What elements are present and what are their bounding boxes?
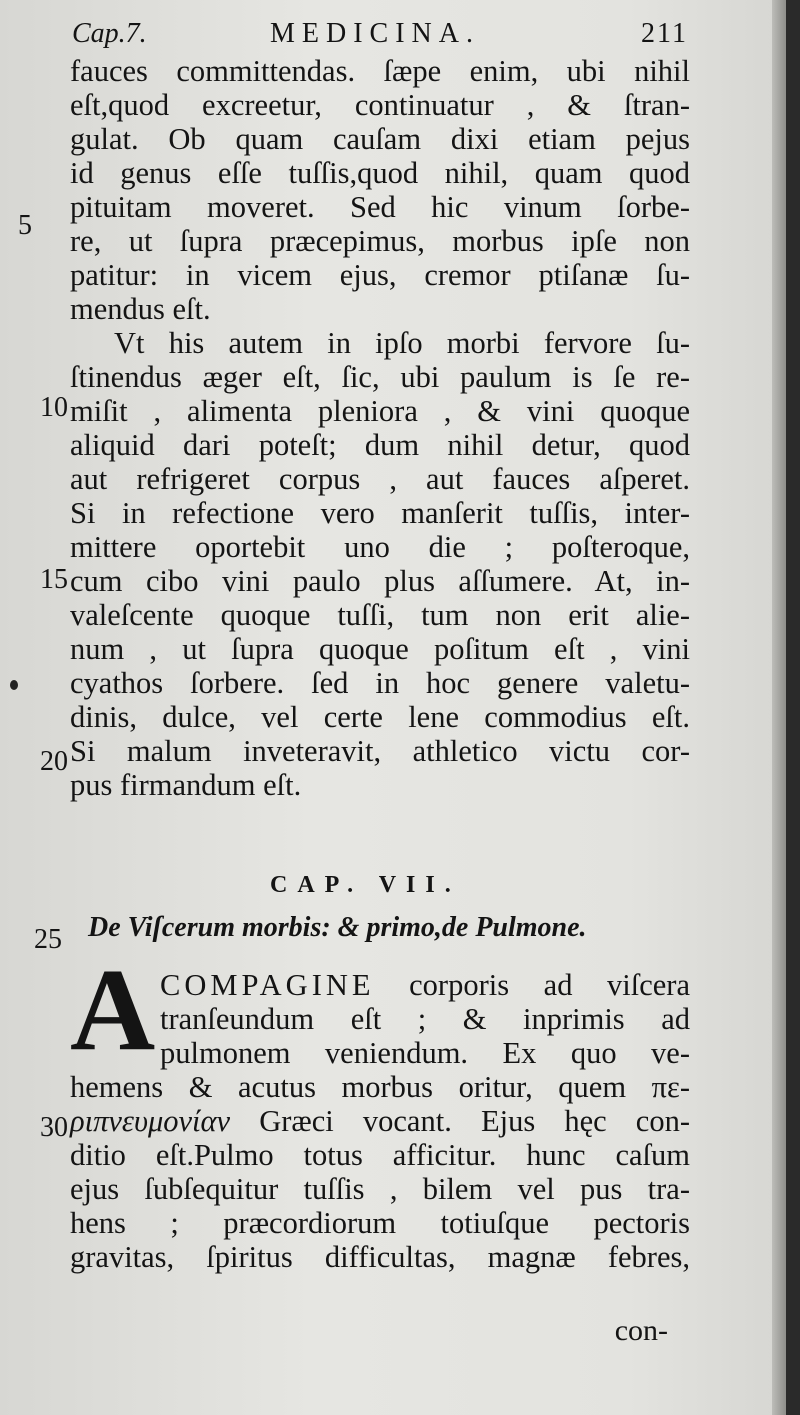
text-line: Si malum inveteravit, athletico victu cor- xyxy=(70,734,690,768)
drop-cap: A xyxy=(70,944,156,1075)
greek-word: ριπνευμονίαν xyxy=(70,1104,231,1138)
chapter-text-block xyxy=(70,1070,690,1274)
text-line xyxy=(70,1104,690,1138)
running-title: Cap.7. xyxy=(72,18,147,49)
text-line: ejus ſubſequitur tuſſis , bilem vel pus tra- xyxy=(70,1172,690,1206)
text-line: mendus eſt. xyxy=(70,292,211,326)
page-edge xyxy=(772,0,786,1415)
text-line: pulmonem veniendum. Ex quo ve- xyxy=(160,1036,690,1070)
text-line: ditio eſt.Pulmo totus afficitur. hunc caſum xyxy=(70,1138,690,1172)
chapter-title: De Viſcerum morbis: & primo,de Pulmone. xyxy=(88,912,587,943)
text-line: hemens & acutus morbus oritur, quem πε- xyxy=(70,1070,690,1104)
catchword: con- xyxy=(614,1314,668,1347)
margin-line-number: 25 xyxy=(34,924,62,955)
text-line: mittere oportebit uno die ; poſteroque, xyxy=(70,530,690,564)
margin-line-number: 5 xyxy=(18,210,32,241)
text-segment: Græci vocant. Ejus hęc con- xyxy=(230,1104,690,1138)
text-line: gulat. Ob quam cauſam dixi etiam pejus xyxy=(70,122,690,156)
text-line: dinis, dulce, vel certe lene commodius eſt. xyxy=(70,700,690,734)
text-line: aut refrigeret corpus , aut fauces aſperet. xyxy=(70,462,690,496)
chapter-heading: CAP. VII. xyxy=(270,872,461,898)
text-line: cum cibo vini paulo plus aſſumere. At, in- xyxy=(70,564,690,598)
text-line: id genus eſſe tuſſis,quod nihil, quam quod xyxy=(70,156,690,190)
page-number: 211 xyxy=(641,18,688,49)
text-line: Vt his autem in ipſo morbi fervore ſu- xyxy=(114,326,690,360)
text-line: re, ut ſupra præcepimus, morbus ipſe non xyxy=(70,224,690,258)
text-segment: corporis ad viſcera xyxy=(374,968,690,1002)
text-line: fauces committendas. ſæpe enim, ubi nihil xyxy=(70,54,690,88)
small-caps-word: COMPAGINE xyxy=(160,968,375,1002)
text-line: miſit , alimenta pleniora , & vini quoque xyxy=(70,394,690,428)
text-line: hens ; præcordiorum totiuſque pectoris xyxy=(70,1206,690,1240)
text-line: eſt,quod excreetur, continuatur , & ſtran- xyxy=(70,88,690,122)
text-line: gravitas, ſpiritus difficultas, magnæ febres, xyxy=(70,1240,690,1274)
text-line: aliquid dari poteſt; dum nihil detur, quod xyxy=(70,428,690,462)
drop-cap-text-block xyxy=(160,968,690,1070)
text-line: pituitam moveret. Sed hic vinum ſorbe- xyxy=(70,190,690,224)
running-head: MEDICINA. xyxy=(270,18,480,49)
text-line xyxy=(160,968,690,1002)
text-line: pus firmandum eſt. xyxy=(70,768,302,802)
ink-blot-icon xyxy=(10,680,18,690)
text-line: patitur: in vicem ejus, cremor ptiſanæ ſu- xyxy=(70,258,690,292)
text-line: tranſeundum eſt ; & inprimis ad xyxy=(160,1002,690,1036)
text-line: Si in refectione vero manſerit tuſſis, inter- xyxy=(70,496,690,530)
margin-line-number: 30 xyxy=(40,1112,68,1143)
page-header xyxy=(72,18,688,58)
text-line: valeſcente quoque tuſſi, tum non erit alie- xyxy=(70,598,690,632)
main-text-block xyxy=(70,54,690,802)
margin-line-number: 15 xyxy=(40,564,68,595)
margin-line-number: 10 xyxy=(40,392,68,423)
text-line: cyathos ſorbere. ſed in hoc genere valetu- xyxy=(70,666,690,700)
text-line: ſtinendus æger eſt, ſic, ubi paulum is ſe re- xyxy=(70,360,690,394)
text-line: num , ut ſupra quoque poſitum eſt , vini xyxy=(70,632,690,666)
margin-line-number: 20 xyxy=(40,746,68,777)
